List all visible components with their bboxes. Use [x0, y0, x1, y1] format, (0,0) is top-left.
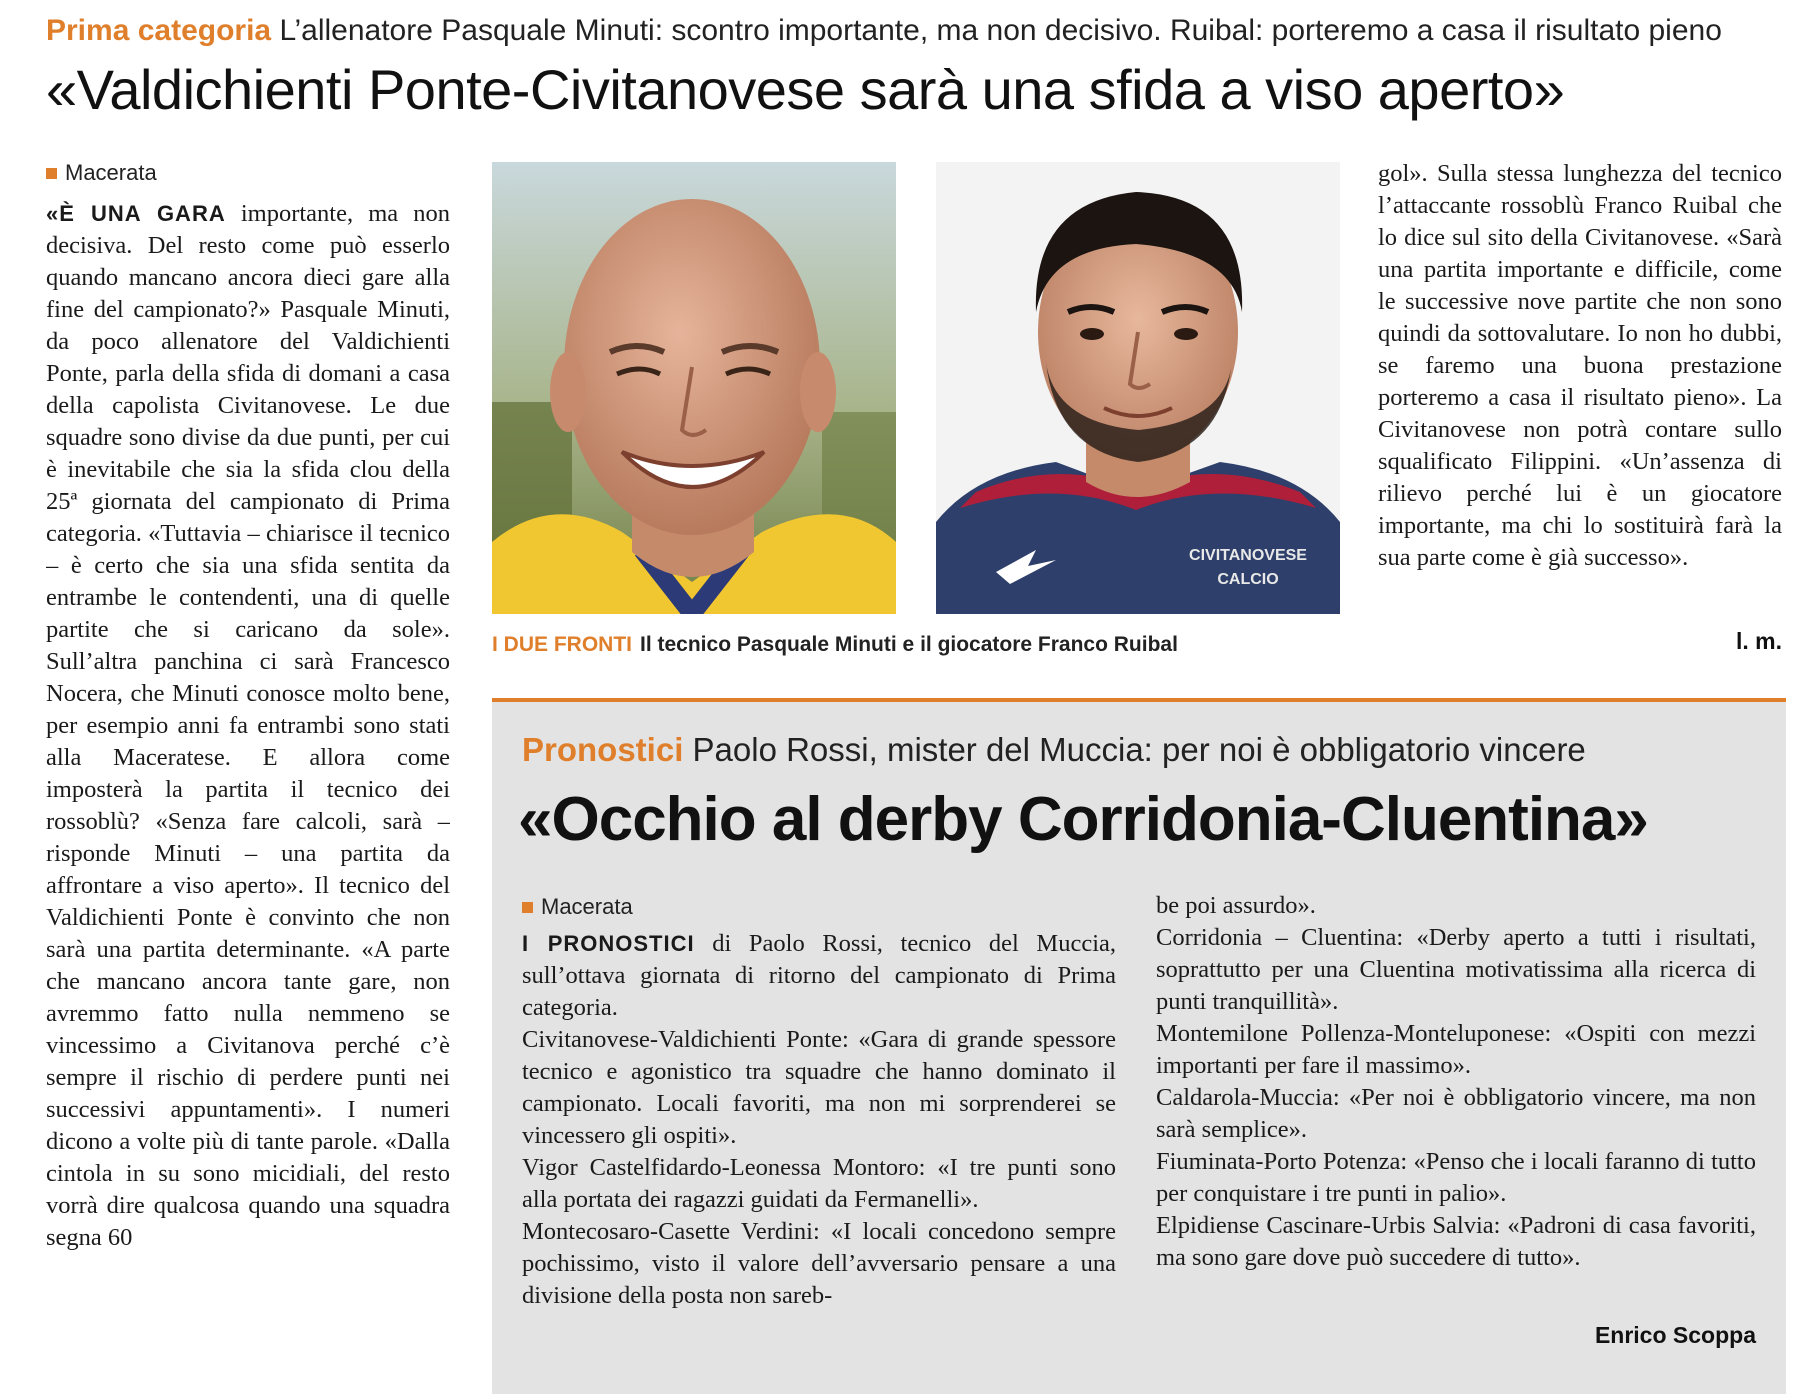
top-location: [46, 158, 157, 188]
top-lead: «È UNA GARA: [46, 201, 226, 226]
box-col2-p0: be poi assurdo».: [1156, 892, 1316, 919]
top-kicker-text: L’allenatore Pasquale Minuti: scontro importante, ma non decisivo. Ruibal: porteremo a casa il risultato pieno: [279, 14, 1722, 47]
box-col2-p1: Corridonia – Cluentina: «Derby aperto a tutti i risultati, soprattutto per una Cluentina motivatissima alla ricerca di punti tranquillità».: [1156, 924, 1756, 1015]
top-col3-text: gol». Sulla stessa lunghezza del tecnico l’attaccante rossoblù Franco Ruibal che lo dice sul sito della Civitanovese. «Sarà una partita importante e difficile, come le successive nove partite che non sono quindi da sottovalutare. Io non ho dubbi, se faremo una buona prestazione porteremo a casa il risultato pieno». La Civitanovese non potrà contare sullo squalificato Filippini. «Un’assenza di rilievo perché lui è un giocatore importante, ma chi lo sostituirà farà la sua parte come è già successo».: [1378, 160, 1782, 571]
caption-text: Il tecnico Pasquale Minuti e il giocatore Franco Ruibal: [640, 633, 1178, 656]
top-column-1: [46, 198, 450, 1392]
location-square-icon: [46, 168, 57, 179]
photo-ruibal: [936, 162, 1340, 614]
box-col1-p1: Civitanovese-Valdichienti Ponte: «Gara di grande spessore tecnico e agonistico tra squadre che hanno dominato il campionato. Locali favoriti, ma non mi sorprenderei se vincessero gli ospiti».: [522, 1026, 1116, 1149]
top-headline: «Valdichienti Ponte-Civitanovese sarà una sfida a viso aperto»: [46, 58, 1565, 121]
photo-caption: [492, 630, 1352, 660]
top-location-text: Macerata: [65, 160, 157, 185]
box-location-text: Macerata: [541, 894, 633, 919]
location-square-icon: [522, 902, 533, 913]
box-col2-p3: Caldarola-Muccia: «Per noi è obbligatorio vincere, ma non sarà semplice».: [1156, 1084, 1756, 1143]
box-col1-p0: di Paolo Rossi, tecnico del Muccia, sull’ottava giornata di ritorno del campionato di Prima categoria.: [522, 930, 1117, 1021]
jersey-text-1: CIVITANOVESE: [1189, 547, 1307, 564]
box-kicker-category: Pronostici: [522, 731, 684, 768]
box-col2-p4: Fiuminata-Porto Potenza: «Penso che i locali faranno di tutto per conquistare i tre punti in palio».: [1156, 1148, 1756, 1207]
top-kicker-category: Prima categoria: [46, 14, 272, 47]
top-col1-text: importante, ma non decisiva. Del resto come può esserlo quando mancano ancora dieci gare alla fine del campionato?» Pasquale Minuti, da poco allenatore del Valdichienti Ponte, parla della sfida di domani a casa della capolista Civitanovese. Le due squadre sono divise da due punti, per cui è inevitabile che sia la sfida clou della 25ª giornata del campionato di Prima categoria. «Tuttavia – chiarisce il tecnico – è certo che sia una sfida sentita da entrambe le contendenti, una di quelle partite che si caricano da sole». Sull’altra panchina ci sarà Francesco Nocera, che Minuti conosce molto bene, per esempio anni fa entrambi sono stati alla Maceratese. E allora come imposterà la partita il tecnico dei rossoblù? «Senza fare calcoli, sarà – risponde Minuti – una partita da affrontare a viso aperto». Il tecnico del Valdichienti Ponte è convinto che non sarà una partita determinante. «A parte che mancano ancora tante gare, non avremmo fatto nulla nemmeno se vincessimo a Civitanova perché c’è sempre il rischio di perdere punti nei successivi appuntamenti». I numeri dicono a volte più di tante parole. «Dalla cintola in su sono micidiali, del resto vorrà dire qualcosa quando una squadra segna 60: [46, 200, 450, 1251]
box-headline: «Occhio al derby Corridonia-Cluentina»: [518, 785, 1648, 854]
box-col2-p2: Montemilone Pollenza-Monteluponese: «Ospiti con mezzi importanti per fare il massimo».: [1156, 1020, 1756, 1079]
photo-ruibal-svg: [936, 162, 1340, 614]
box-lead: I PRONOSTICI: [522, 931, 695, 956]
top-signature: l. m.: [1735, 628, 1782, 654]
top-column-3: [1378, 158, 1782, 574]
box-col2-p5: Elpidiense Cascinare-Urbis Salvia: «Padroni di casa favoriti, ma sono gare dove può succedere di tutto».: [1156, 1212, 1756, 1271]
box-col1-p3: Montecosaro-Casette Verdini: «I locali concedono sempre pochissimo, visto il valore dell’avversario pensare a una divisione della posta non sareb-: [522, 1218, 1116, 1309]
box-location: [522, 892, 633, 922]
top-kicker: [46, 10, 1786, 52]
box-kicker-text: Paolo Rossi, mister del Muccia: per noi è obbligatorio vincere: [692, 731, 1586, 768]
jersey-text-2: CALCIO: [1217, 571, 1279, 588]
caption-tag: I DUE FRONTI: [492, 633, 632, 656]
box-col1-p2: Vigor Castelfidardo-Leonessa Montoro: «I tre punti sono alla portata dei ragazzi guidati da Fermanelli».: [522, 1154, 1116, 1213]
photo-minuti: [492, 162, 896, 614]
box-column-2: [1156, 890, 1756, 1274]
box-column-1: [522, 928, 1116, 1312]
box-kicker: [522, 728, 1772, 772]
box-signature: Enrico Scoppa: [1594, 1322, 1756, 1348]
photo-minuti-svg: [492, 162, 896, 614]
